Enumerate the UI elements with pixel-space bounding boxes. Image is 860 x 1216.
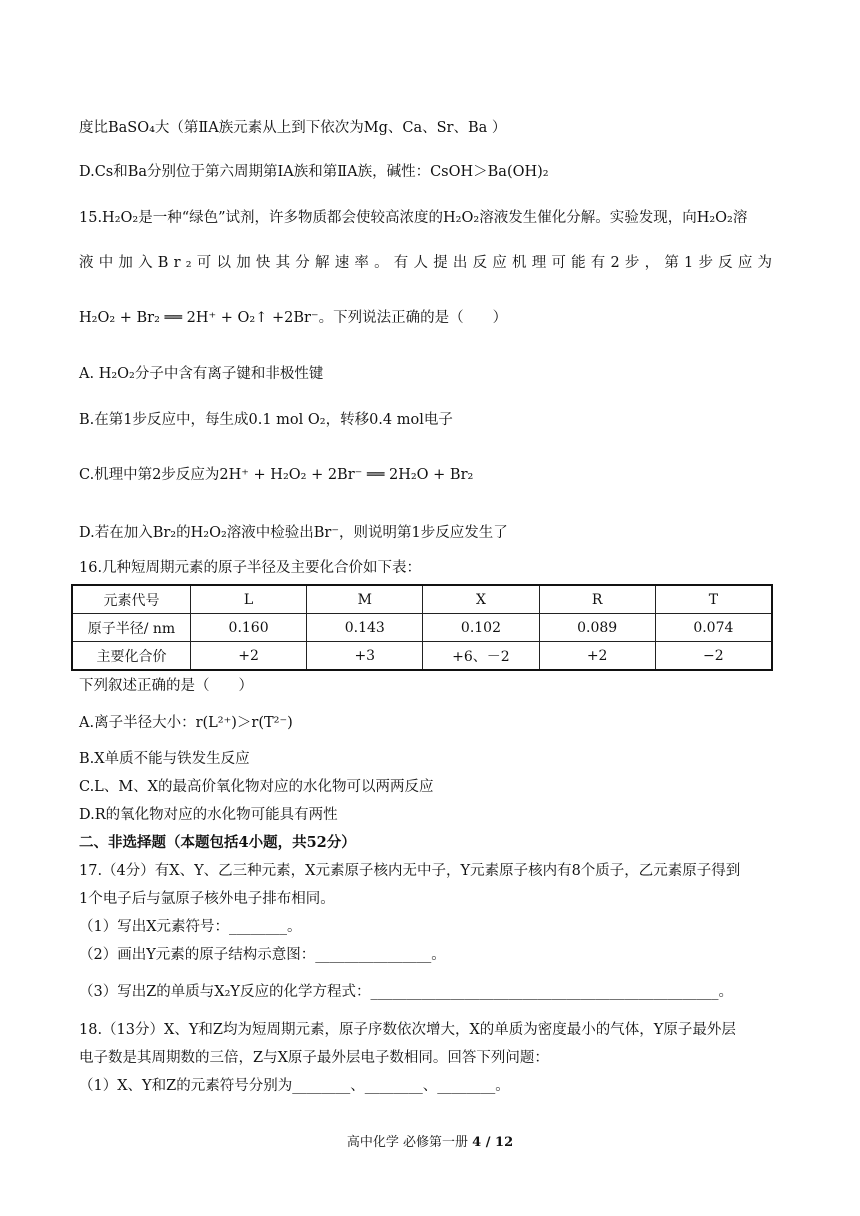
table-cell: 0.143 <box>307 614 423 642</box>
page-footer <box>0 1131 860 1150</box>
question-15-line-2: 液中加入Br₂可以加快其分解速率。有人提出反应机理可能有2步，第1步反应为 <box>79 255 778 271</box>
table-row-header: 主要化合价 <box>72 642 190 671</box>
option-c-continued: 度比BaSO₄大（第ⅡA族元素从上到下依次为Mg、Ca、Sr、Ba ） <box>79 120 507 136</box>
table-cell: 0.089 <box>539 614 655 642</box>
question-15-option-a: A. H₂O₂分子中含有离子键和非极性键 <box>79 366 324 382</box>
question-18-line-1: 18.（13分）X、Y和Z均为短周期元素，原子序数依次增大，X的单质为密度最小的气体，Y原子最外层 <box>79 1022 736 1038</box>
question-16-option-b: B.X单质不能与铁发生反应 <box>79 751 250 767</box>
table-cell: 0.160 <box>190 614 306 642</box>
question-15-option-c: C.机理中第2步反应为2H⁺ + H₂O₂ + 2Br⁻ ══ 2H₂O + Br₂ <box>79 467 474 483</box>
question-17-part-1: （1）写出X元素符号：________。 <box>79 919 302 935</box>
table-row <box>72 614 772 642</box>
question-16-option-d: D.R的氧化物对应的水化物可能具有两性 <box>79 807 338 823</box>
table-cell: T <box>655 585 772 614</box>
question-18-part-1: （1）X、Y和Z的元素符号分别为________、________、________。 <box>79 1078 510 1094</box>
table-cell: L <box>190 585 306 614</box>
table-cell: +2 <box>539 642 655 671</box>
table-cell: M <box>307 585 423 614</box>
table-row-header: 元素代号 <box>72 585 190 614</box>
table-cell: R <box>539 585 655 614</box>
question-18-line-2: 电子数是其周期数的三倍，Z与X原子最外层电子数相同。回答下列问题： <box>79 1050 549 1066</box>
question-16-prompt: 下列叙述正确的是（ ） <box>79 678 253 694</box>
table-cell: −2 <box>655 642 772 671</box>
question-16-option-c: C.L、M、X的最高价氧化物对应的水化物可以两两反应 <box>79 779 434 795</box>
table-cell: 0.074 <box>655 614 772 642</box>
table-row-header: 原子半径/ nm <box>72 614 190 642</box>
question-15-line-1: 15.H₂O₂是一种“绿色”试剂，许多物质都会使较高浓度的H₂O₂溶液发生催化分解。实验发现，向H₂O₂溶 <box>79 210 748 226</box>
page-number: 4 / 12 <box>472 1135 514 1150</box>
question-17-line-1: 17.（4分）有X、Y、乙三种元素，X元素原子核内无中子，Y元素原子核内有8个质子，乙元素原子得到 <box>79 863 741 879</box>
question-15-option-d: D.若在加入Br₂的H₂O₂溶液中检验出Br⁻，则说明第1步反应发生了 <box>79 525 508 541</box>
table-cell: +3 <box>307 642 423 671</box>
table-cell: X <box>423 585 539 614</box>
question-16-option-a: A.离子半径大小：r(L²⁺)＞r(T²⁻) <box>79 715 293 731</box>
question-15-option-b: B.在第1步反应中，每生成0.1 mol O₂，转移0.4 mol电子 <box>79 412 453 428</box>
table-row <box>72 585 772 614</box>
table-cell: +2 <box>190 642 306 671</box>
table-row <box>72 642 772 671</box>
question-17-part-2: （2）画出Y元素的原子结构示意图：________________。 <box>79 947 446 963</box>
element-properties-table <box>71 584 773 671</box>
question-17-part-3: （3）写出Z的单质与X₂Y反应的化学方程式：________________________________________________。 <box>79 984 734 1000</box>
question-16-stem: 16.几种短周期元素的原子半径及主要化合价如下表： <box>79 560 422 576</box>
footer-subject: 高中化学 必修第一册 <box>346 1135 469 1150</box>
question-15-equation: H₂O₂ + Br₂ ══ 2H⁺ + O₂↑ +2Br⁻。下列说法正确的是（ ） <box>79 310 508 326</box>
section-2-heading: 二、非选择题（本题包括4小题，共52分） <box>79 834 356 851</box>
table-cell: 0.102 <box>423 614 539 642</box>
option-d-q14: D.Cs和Ba分别位于第六周期第IA族和第ⅡA族，碱性：CsOH＞Ba(OH)₂ <box>79 164 549 180</box>
table-cell: +6、－2 <box>423 642 539 671</box>
question-17-line-2: 1个电子后与氩原子核外电子排布相同。 <box>79 891 335 907</box>
